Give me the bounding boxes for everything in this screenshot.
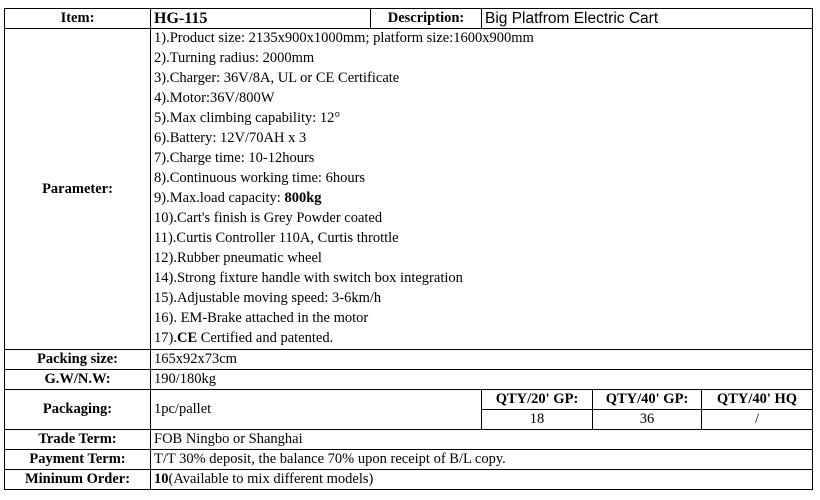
parameter-line: 11).Curtis Controller 110A, Curtis throttle	[154, 230, 399, 246]
parameter-line: 7).Charge time: 10-12hours	[154, 150, 315, 166]
parameter-line	[154, 329, 809, 349]
parameter-line: 14).Strong fixture handle with switch box integration	[154, 270, 463, 286]
trade-term-row	[5, 430, 813, 450]
parameter-line: 3).Charger: 36V/8A, UL or CE Certificate	[154, 70, 400, 86]
ce-mark-text: CE	[176, 330, 198, 346]
item-value: HG-115	[151, 9, 371, 29]
minimum-order-value	[151, 470, 813, 490]
parameter-line: 4).Motor:36V/800W	[154, 90, 275, 106]
parameter-label: Parameter:	[5, 29, 151, 350]
minimum-order-quantity: 10	[154, 471, 169, 487]
parameter-line: 10).Cart's finish is Grey Powder coated	[154, 210, 383, 226]
weight-value: 190/180kg	[151, 370, 813, 390]
packing-size-row	[5, 350, 813, 370]
description-label: Description:	[371, 9, 482, 29]
parameter-line: 16). EM-Brake attached in the motor	[154, 310, 369, 326]
weight-label: G.W/N.W:	[5, 370, 151, 390]
minimum-order-label: Mininum Order:	[5, 470, 151, 490]
qty-40hq-header: QTY/40' HQ	[702, 390, 813, 410]
payment-term-value: T/T 30% deposit, the balance 70% upon receipt of B/L copy.	[151, 450, 813, 470]
minimum-order-note: (Available to mix different models)	[168, 471, 374, 487]
parameter-text: Certified and patented.	[197, 330, 334, 346]
max-load-value: 800kg	[284, 190, 322, 206]
parameter-line: 1).Product size: 2135x900x1000mm; platform size:1600x900mm	[154, 30, 534, 46]
qty-20gp-header: QTY/20' GP:	[482, 390, 593, 410]
description-value: Big Platfrom Electric Cart	[482, 9, 813, 29]
minimum-order-row	[5, 470, 813, 490]
parameter-line: 15).Adjustable moving speed: 3-6km/h	[154, 290, 382, 306]
packing-size-label: Packing size:	[5, 350, 151, 370]
qty-40gp-header: QTY/40' GP:	[593, 390, 702, 410]
item-label: Item:	[5, 9, 151, 29]
parameter-line: 6).Battery: 12V/70AH x 3	[154, 130, 307, 146]
parameter-text: 17).	[154, 330, 177, 346]
packaging-row	[5, 390, 813, 410]
parameter-line: 5).Max climbing capability: 12°	[154, 110, 341, 126]
parameter-list	[151, 29, 813, 350]
packaging-label: Packaging:	[5, 390, 151, 430]
qty-20gp-value: 18	[482, 410, 593, 430]
item-row	[5, 9, 813, 29]
payment-term-row	[5, 450, 813, 470]
qty-40hq-value: /	[702, 410, 813, 430]
weight-row	[5, 370, 813, 390]
parameter-text: 9).Max.load capacity:	[154, 190, 285, 206]
parameter-line: 8).Continuous working time: 6hours	[154, 170, 366, 186]
parameter-line	[154, 189, 809, 209]
parameter-line: 2).Turning radius: 2000mm	[154, 50, 315, 66]
payment-term-label: Payment Term:	[5, 450, 151, 470]
parameter-row	[5, 29, 813, 350]
parameter-line: 12).Rubber pneumatic wheel	[154, 250, 322, 266]
packaging-value: 1pc/pallet	[151, 390, 482, 430]
trade-term-value: FOB Ningbo or Shanghai	[151, 430, 813, 450]
trade-term-label: Trade Term:	[5, 430, 151, 450]
packing-size-value: 165x92x73cm	[151, 350, 813, 370]
product-spec-table	[4, 8, 813, 490]
qty-40gp-value: 36	[593, 410, 702, 430]
